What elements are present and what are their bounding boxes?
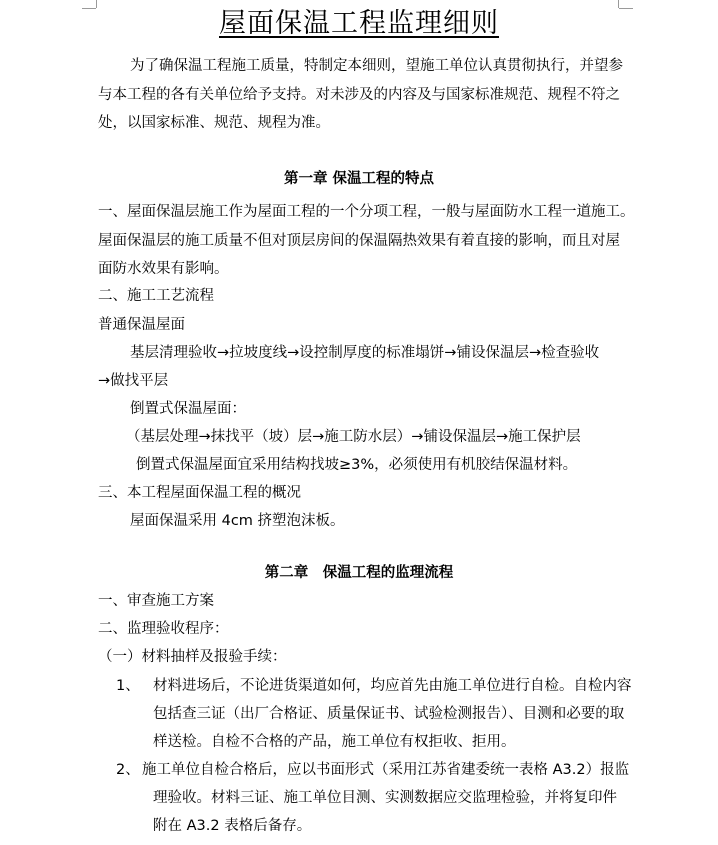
item-2-line-1: 施工单位自检合格后，应以书面形式（采用江苏省建委统一表格 A3.2）报监 — [142, 762, 630, 778]
chapter2-heading: 第二章 保温工程的监理流程 — [264, 565, 454, 581]
item-1-line-3: 样送检。自检不合格的产品，施工单位有权拒收、拒用。 — [153, 734, 516, 750]
inverted-roof-note: 倒置式保温屋面宜采用结构找坡≥3%，必须使用有机胶结保温材料。 — [136, 457, 578, 473]
flow2-line: （基层处理→抹找平（坡）层→施工防水层）→铺设保温层→施工保护层 — [126, 429, 581, 445]
inverted-roof-label: 倒置式保温屋面： — [130, 401, 246, 417]
item-1-line-2: 包括查三证（出厂合格证、质量保证书、试验检测报告）、目测和必要的取 — [153, 706, 625, 722]
item-2-line-3: 附在 A3.2 表格后备存。 — [153, 818, 312, 834]
ch1-section-2: 二、施工工艺流程 — [98, 288, 214, 304]
flow1-line-2: →做找平层 — [98, 373, 169, 389]
intro-line-1: 为了确保温工程施工质量，特制定本细则，望施工单位认真贯彻执行，并望参 — [130, 58, 623, 74]
ch1-p1-line-1: 一、屋面保温层施工作为屋面工程的一个分项工程，一般与屋面防水工程一道施工。 — [98, 204, 635, 220]
ch1-p1-line-3: 面防水效果有影响。 — [98, 261, 229, 277]
ch2-subsection-1: （一）材料抽样及报验手续： — [98, 649, 287, 665]
intro-line-2: 与本工程的各有关单位给予支持。对未涉及的内容及与国家标准规范、规程不符之 — [98, 87, 620, 103]
ch1-section-2-sub: 普通保温屋面 — [98, 317, 185, 333]
item-2-line-2: 理验收。材料三证、施工单位目测、实测数据应交监理检验，并将复印件 — [153, 790, 617, 806]
item-2-number: 2、 — [116, 762, 140, 778]
document-title: 屋面保温工程监理细则 — [219, 8, 499, 39]
ch1-p1-line-2: 屋面保温层的施工质量不但对顶层房间的保温隔热效果有着直接的影响，而且对屋 — [98, 233, 620, 249]
ch1-section-3: 三、本工程屋面保温工程的概况 — [98, 485, 301, 501]
ch1-section-3-text: 屋面保温采用 4cm 挤塑泡沫板。 — [130, 513, 345, 529]
ch2-section-1: 一、审查施工方案 — [98, 593, 214, 609]
flow1-line-1: 基层清理验收→拉坡度线→设控制厚度的标准塌饼→铺设保温层→检查验收 — [130, 345, 600, 361]
chapter1-heading: 第一章 保温工程的特点 — [283, 171, 435, 187]
intro-line-3: 处，以国家标准、规范、规程为准。 — [98, 115, 330, 131]
item-1-line-1: 材料进场后，不论进货渠道如何，均应首先由施工单位进行自检。自检内容 — [153, 678, 632, 694]
item-1-number: 1、 — [116, 678, 140, 694]
ch2-section-2: 二、监理验收程序： — [98, 621, 229, 637]
